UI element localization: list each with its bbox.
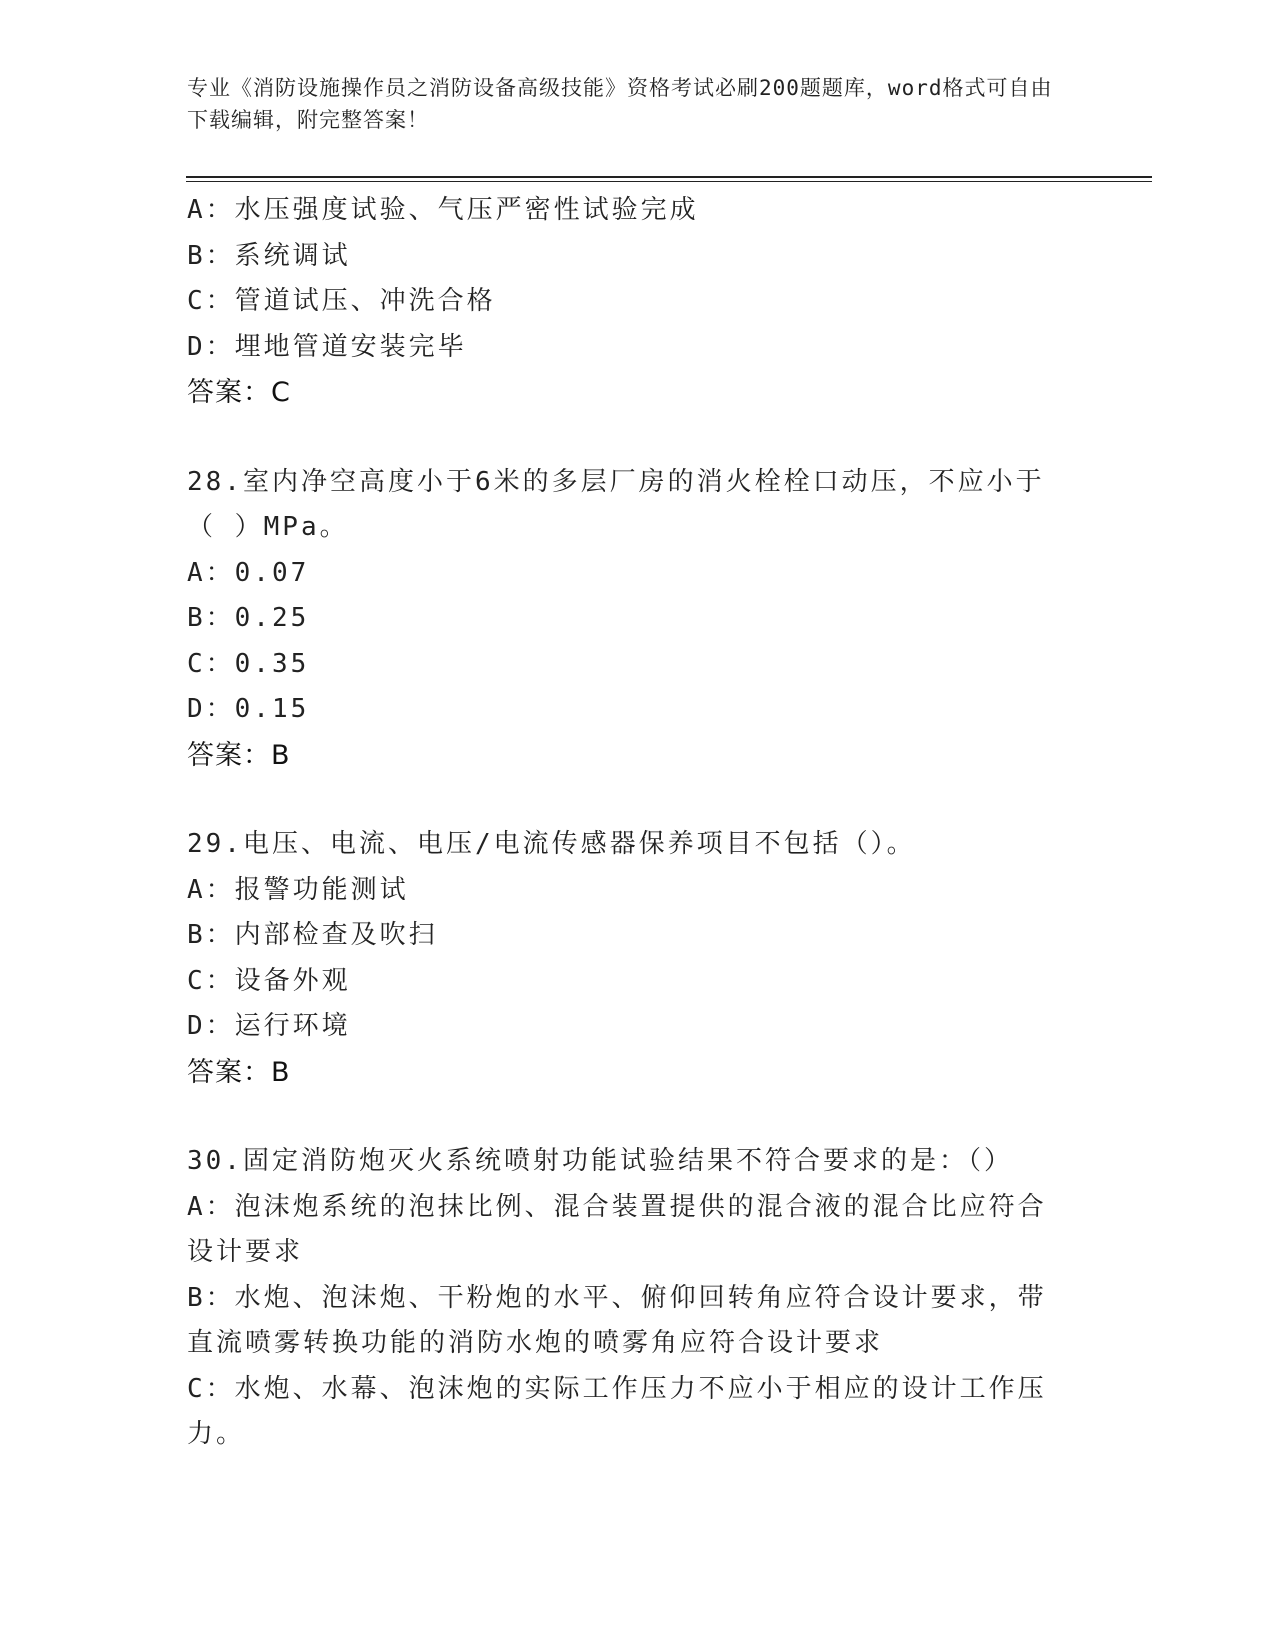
question-block-30 — [187, 1139, 1067, 1458]
option-a: A：0.07 — [187, 557, 310, 588]
option-c: C：0.35 — [187, 648, 310, 679]
option-d: D：0.15 — [187, 694, 310, 724]
question-text: 30.固定消防炮灭火系统喷射功能试验结果不符合要求的是：（） — [187, 1146, 1013, 1176]
answer-label: 答案：B — [187, 1056, 291, 1088]
question-text: 28.室内净空高度小于6米的多层厂房的消火栓栓口动压，不应小于（ ）MPa。 — [187, 466, 1045, 542]
option-a: A：报警功能测试 — [187, 874, 409, 905]
option-c: C：管道试压、冲洗合格 — [187, 286, 496, 316]
option-b: B：系统调试 — [187, 240, 351, 271]
question-text: 29.电压、电流、电压/电流传感器保养项目不包括（）。 — [187, 829, 916, 859]
header-divider-thin — [186, 181, 1152, 182]
option-d: D：运行环境 — [187, 1011, 351, 1041]
question-block-27 — [187, 188, 1067, 416]
option-c: C：水炮、水幕、泡沫炮的实际工作压力不应小于相应的设计工作压力。 — [187, 1373, 1047, 1449]
question-list — [187, 188, 1067, 1502]
option-b: B：水炮、泡沫炮、干粉炮的水平、俯仰回转角应符合设计要求，带直流喷雾转换功能的消防水炮的喷雾角应符合设计要求 — [187, 1282, 1047, 1358]
option-b: B：内部检查及吹扫 — [187, 920, 438, 950]
option-a: A：泡沫炮系统的泡抹比例、混合装置提供的混合液的混合比应符合设计要求 — [187, 1191, 1047, 1267]
header-divider — [186, 176, 1152, 178]
answer-label: 答案：B — [187, 739, 291, 771]
option-d: D：埋地管道安装完毕 — [187, 331, 467, 362]
option-c: C：设备外观 — [187, 965, 351, 996]
question-block-28 — [187, 460, 1067, 779]
option-b: B：0.25 — [187, 603, 310, 633]
question-block-29 — [187, 822, 1067, 1095]
document-header: 专业《消防设施操作员之消防设备高级技能》资格考试必刷200题题库，word格式可自由下载编辑，附完整答案！ — [187, 76, 1053, 132]
option-a: A：水压强度试验、气压严密性试验完成 — [187, 195, 699, 225]
answer-label: 答案：C — [187, 377, 291, 408]
